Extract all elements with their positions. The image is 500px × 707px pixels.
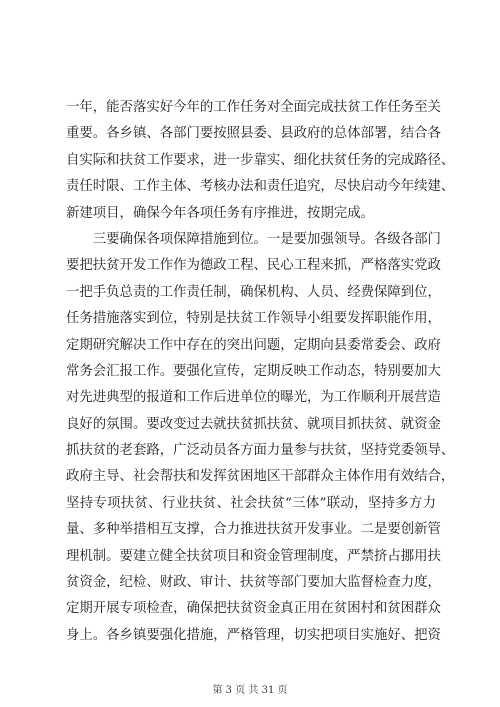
text-line: 责任时限、工作主体、考核办法和责任追究，尽快启动今年续建、 (66, 179, 455, 195)
text-line: 理机制。要建立健全扶贫项目和资金管理制度，严禁挤占挪用扶 (66, 548, 441, 564)
text-line: 重要。各乡镇、各部门要按照县委、县政府的总体部署，结合各 (66, 126, 441, 142)
text-line: 定期开展专项检查，确保把扶贫资金真正用在贫困村和贫困群众 (66, 601, 441, 617)
text-line: 量、多种举措相互支撑，合力推进扶贫开发事业。二是要创新管 (66, 522, 441, 538)
text-line: 坚持专项扶贫、行业扶贫、社会扶贫“三体”联动，坚持多方力 (66, 495, 436, 511)
text-line: 贫资金，纪检、财政、审计、扶贫等部门要加大监督检查力度， (66, 575, 441, 591)
text-line: 要把扶贫开发工作作为德政工程、民心工程来抓，严格落实党政 (66, 258, 441, 274)
text-line: 三要确保各项保障措施到位。一是要加强领导。各级各部门 (66, 231, 441, 247)
text-line: 定期研究解决工作中存在的突出问题，定期向县委常委会、政府 (66, 337, 441, 353)
text-line: 一年，能否落实好今年的工作任务对全面完成扶贫工作任务至关 (66, 100, 441, 115)
text-line: 良好的氛围。要改变过去就扶贫抓扶贫、就项目抓扶贫、就资金 (66, 416, 441, 432)
text-line: 身上。各乡镇要强化措施，严格管理，切实把项目实施好、把资 (66, 627, 441, 643)
page-number-footer: 第 3 页 共 31 页 (212, 685, 288, 696)
body-text (66, 95, 455, 649)
text-line: 抓扶贫的老套路，广泛动员各方面力量参与扶贫，坚持党委领导、 (66, 443, 455, 459)
text-line: 一把手负总责的工作责任制，确保机构、人员、经费保障到位， (66, 284, 441, 300)
text-line: 新建项目，确保今年各项任务有序推进，按期完成。 (66, 205, 374, 221)
text-line: 任务措施落实到位，特别是扶贫工作领导小组要发挥职能作用， (66, 311, 441, 327)
text-line: 政府主导、社会帮扶和发挥贫困地区干部群众主体作用有效结合， (66, 469, 455, 485)
text-line: 自实际和扶贫工作要求，进一步靠实、细化扶贫任务的完成路径、 (66, 152, 455, 168)
text-line: 常务会汇报工作。要强化宣传，定期反映工作动态，特别要加大 (66, 363, 441, 379)
text-line: 对先进典型的报道和工作后进单位的曝光，为工作顺利开展营造 (66, 390, 441, 406)
